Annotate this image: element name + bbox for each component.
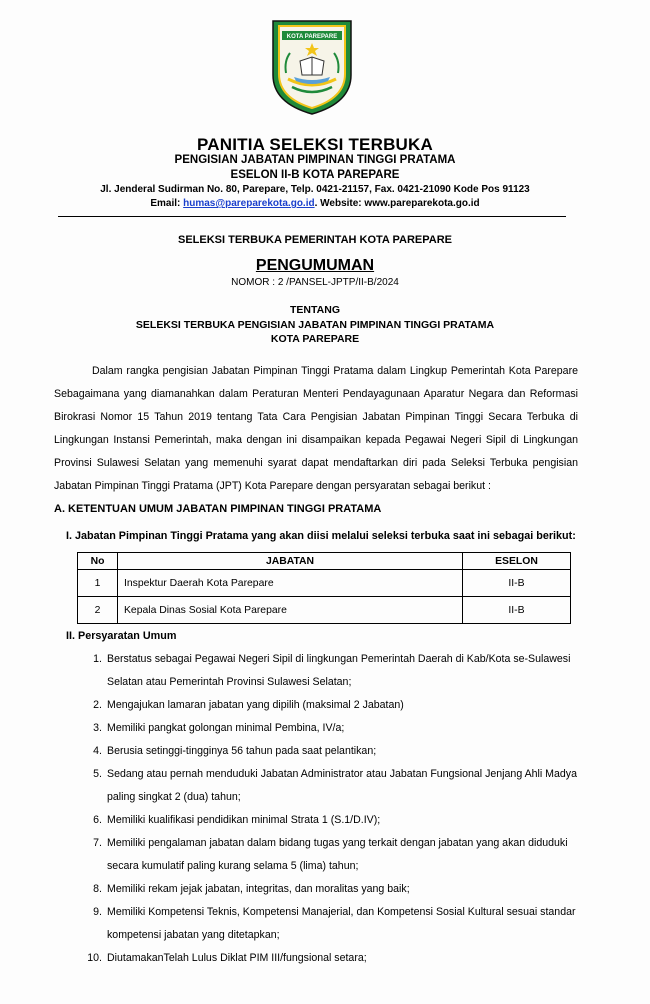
list-number: 7. [93, 837, 102, 849]
contact-line [0, 198, 630, 209]
logo-lettering: KOTA PAREPARE [286, 34, 338, 40]
list-number: 1. [93, 653, 102, 665]
list-text: Berstatus sebagai Pegawai Negeri Sipil di lingkungan Pemerintah Daerah di Kab/Kota se-Sulawesi [107, 653, 571, 665]
table-row [78, 597, 571, 624]
intro-line: Birokrasi Nomor 15 Tahun 2019 tentang Tata Cara Pengisian Jabatan Pimpinan Tinggi Secara Terbuka di [54, 411, 578, 424]
list-number: 3. [93, 722, 102, 734]
list-text: Selatan atau Pemerintah Provinsi Sulawesi Selatan; [107, 676, 352, 688]
intro-line: Provinsi Sulawesi Selatan yang memenuhi syarat dapat mendaftarkan diri pada Seleksi Terbuka pengisian [54, 457, 578, 470]
website-text: www.pareparekota.go.id [364, 198, 480, 209]
list-item [84, 878, 580, 901]
cell-eselon: II-B [463, 597, 571, 624]
cell-no: 1 [78, 570, 118, 597]
cell-eselon: II-B [463, 570, 571, 597]
list-item [84, 901, 580, 947]
list-text: Mengajukan lamaran jabatan yang dipilih (maksimal 2 Jabatan) [107, 699, 404, 711]
list-text: Sedang atau pernah menduduki Jabatan Administrator atau Jabatan Fungsional Jenjang Ahli Madya [107, 768, 577, 780]
col-eselon-header: ESELON [463, 553, 571, 570]
list-number: 8. [93, 883, 102, 895]
list-item [84, 717, 580, 740]
table-header-row [78, 553, 571, 570]
website-label: . Website: [314, 198, 365, 209]
list-number: 4. [93, 745, 102, 757]
intro-line: Lingkungan Instansi Pemerintah, maka dengan ini disampaikan kepada Pegawai Negeri Sipil di Lingkungan [54, 434, 578, 447]
about-subject-city: KOTA PAREPARE [270, 333, 360, 345]
list-text: Memiliki Kompetensi Teknis, Kompetensi Manajerial, dan Kompetensi Sosial Kultural sesuai standar [107, 906, 576, 918]
committee-subtitle-2: ESELON II-B KOTA PAREPARE [230, 169, 400, 181]
list-number: 6. [93, 814, 102, 826]
list-item [84, 694, 580, 717]
announcement-number: NOMOR : 2 /PANSEL-JPTP/II-B/2024 [231, 277, 399, 288]
list-number: 5. [93, 768, 102, 780]
positions-table [77, 552, 571, 624]
list-number: 10. [87, 952, 102, 964]
section-a-heading: A. KETENTUAN UMUM JABATAN PIMPINAN TINGGI PRATAMA [54, 503, 382, 515]
address-line: Jl. Jenderal Sudirman No. 80, Parepare, Telp. 0421-21157, Fax. 0421-21090 Kode Pos 91123 [100, 184, 530, 195]
list-text: DiutamakanTelah Lulus Diklat PIM III/fungsional setara; [107, 952, 367, 964]
committee-subtitle: PENGISIAN JABATAN PIMPINAN TINGGI PRATAMA [174, 154, 456, 166]
intro-line: Dalam rangka pengisian Jabatan Pimpinan Tinggi Pratama dalam Lingkup Pemerintah Kota Parepare [92, 365, 578, 377]
parepare-crest-logo [270, 17, 354, 117]
cell-jabatan: Kepala Dinas Sosial Kota Parepare [118, 597, 463, 624]
list-text: Memiliki pangkat golongan minimal Pembina, IV/a; [107, 722, 345, 734]
col-jabatan-header: JABATAN [118, 553, 463, 570]
list-text: Memiliki pengalaman jabatan dalam bidang tugas yang terkait dengan jabatan yang akan diduduki [107, 837, 568, 849]
list-item [84, 763, 580, 809]
list-number: 2. [93, 699, 102, 711]
intro-paragraph [54, 360, 578, 499]
committee-title: PANITIA SELEKSI TERBUKA [196, 135, 433, 154]
list-item [84, 648, 580, 694]
cell-jabatan: Inspektur Daerah Kota Parepare [118, 570, 463, 597]
subsection-ii-heading: II. Persyaratan Umum [66, 630, 177, 642]
about-label: TENTANG [290, 304, 340, 316]
col-no-header: No [78, 553, 118, 570]
list-number: 9. [93, 906, 102, 918]
list-text: Berusia setinggi-tingginya 56 tahun pada saat pelantikan; [107, 745, 377, 757]
list-text: paling singkat 2 (dua) tahun; [107, 791, 241, 803]
list-text: kompetensi jabatan yang ditetapkan; [107, 929, 280, 941]
list-item [84, 832, 580, 878]
about-subject: SELEKSI TERBUKA PENGISIAN JABATAN PIMPINAN TINGGI PRATAMA [135, 319, 495, 331]
intro-line: Jabatan Pimpinan Tinggi Pratama (JPT) Kota Parepare dengan persyaratan sebagai berikut : [54, 480, 491, 493]
email-label: Email: [150, 198, 184, 209]
cell-no: 2 [78, 597, 118, 624]
email-link[interactable]: humas@pareparekota.go.id [183, 198, 315, 209]
subsection-i-heading: I. Jabatan Pimpinan Tinggi Pratama yang akan diisi melalui seleksi terbuka saat ini sebagai berikut: [66, 530, 576, 542]
selection-heading: SELEKSI TERBUKA PEMERINTAH KOTA PAREPARE [178, 234, 452, 246]
table-row [78, 570, 571, 597]
list-text: Memiliki kualifikasi pendidikan minimal Strata 1 (S.1/D.IV); [107, 814, 381, 826]
intro-line: Sebagaimana yang diamanahkan dalam Peraturan Menteri Pendayagunaan Aparatur Negara dan Reformasi [54, 388, 578, 401]
list-text: secara kumulatif paling kurang selama 5 (lima) tahun; [107, 860, 359, 872]
list-item [84, 809, 580, 832]
announcement-title: PENGUMUMAN [255, 257, 375, 274]
list-item [84, 947, 580, 970]
header-divider [58, 216, 566, 217]
requirements-list [84, 648, 580, 970]
list-item [84, 740, 580, 763]
list-text: Memiliki rekam jejak jabatan, integritas, dan moralitas yang baik; [107, 883, 410, 895]
